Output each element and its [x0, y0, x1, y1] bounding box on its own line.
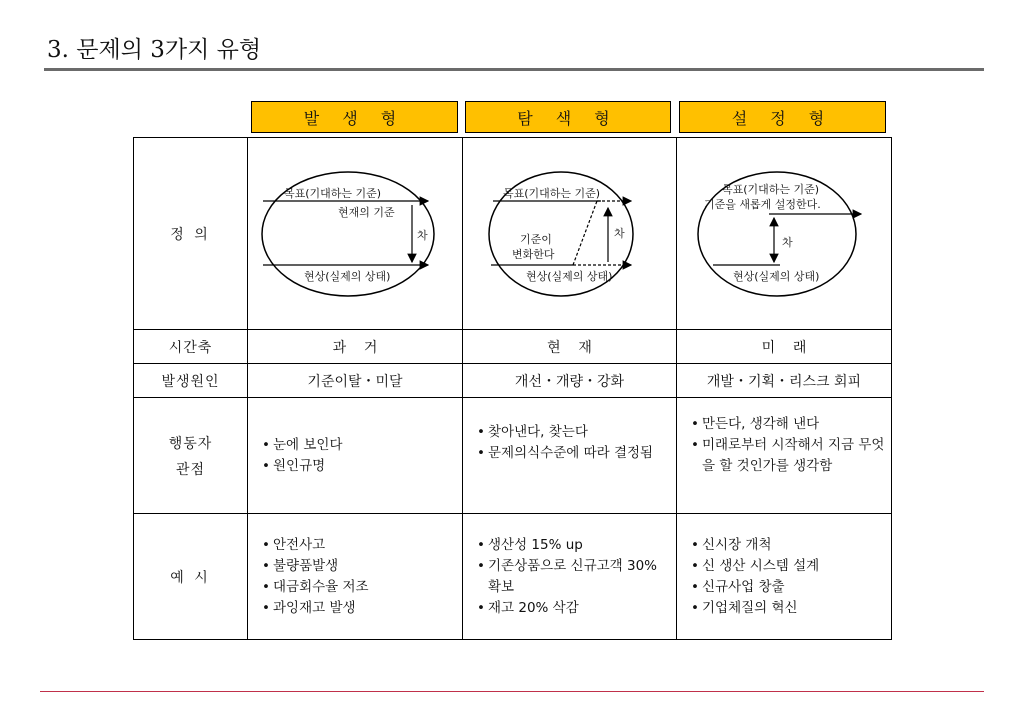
occurrence-type-diagram	[248, 138, 462, 329]
actual-label: 현상(실제의 상태)	[526, 270, 613, 283]
time-axis-search: 현 재	[463, 330, 677, 364]
cause-search: 개선・개량・강화	[463, 364, 677, 398]
row-label-definition: 정 의	[134, 138, 248, 330]
cause-occurrence: 기준이탈・미달	[248, 364, 463, 398]
list-item: • 과잉재고 발생	[262, 598, 462, 619]
title-underline	[44, 68, 984, 71]
goal-label: 목표(기대하는 기준)	[503, 187, 601, 200]
diagram-cell-setting	[677, 138, 892, 330]
new-standard-label: 기준을 새롭게 설정한다.	[704, 198, 821, 211]
list-item: • 기존상품으로 신규고객 30% 확보	[477, 556, 660, 598]
current-standard-label: 현재의 기준	[338, 206, 395, 219]
header-occurrence-type: 발 생 형	[251, 101, 458, 133]
actual-label: 현상(실제의 상태)	[304, 270, 391, 283]
row-perspective	[134, 398, 892, 514]
row-label-perspective-line-1: 행동자	[168, 435, 213, 452]
gap-label: 차	[417, 229, 428, 242]
list-item: • 눈에 보인다	[262, 435, 462, 456]
perspective-occurrence	[248, 398, 463, 514]
standard-change-label-2: 변화한다	[512, 248, 555, 261]
list-item: • 문제의식수준에 따라 결정됨	[477, 443, 660, 464]
footer-rule	[40, 691, 984, 692]
example-search	[463, 514, 677, 640]
row-example	[134, 514, 892, 640]
list-item: • 생산성 15% up	[477, 535, 660, 556]
time-axis-setting: 미 래	[677, 330, 892, 364]
cause-setting: 개발・기획・리스크 회피	[677, 364, 892, 398]
row-label-cause: 발생원인	[134, 364, 248, 398]
list-item: • 불량품발생	[262, 556, 462, 577]
list-item: • 기업체질의 혁신	[691, 598, 891, 619]
header-setting-type: 설 정 형	[679, 101, 886, 133]
list-item: • 미래로부터 시작해서 지금 무엇을 할 것인가를 생각함	[691, 435, 885, 477]
list-item: • 신시장 개척	[691, 535, 891, 556]
perspective-search	[463, 398, 677, 514]
actual-label: 현상(실제의 상태)	[733, 270, 820, 283]
example-occurrence	[248, 514, 463, 640]
list-item: • 원인규명	[262, 456, 462, 477]
goal-label: 목표(기대하는 기준)	[722, 183, 820, 196]
page-title: 3. 문제의 3가지 유형	[47, 37, 262, 63]
diagram-cell-occurrence	[248, 138, 463, 330]
row-label-example: 예 시	[134, 514, 248, 640]
problem-type-table	[133, 137, 892, 640]
header-search-type: 탐 색 형	[465, 101, 671, 133]
gap-label: 차	[614, 227, 625, 240]
example-setting	[677, 514, 892, 640]
row-label-time-axis: 시간축	[134, 330, 248, 364]
search-type-diagram	[463, 138, 676, 329]
list-item: • 신규사업 창출	[691, 577, 891, 598]
standard-change-label-1: 기준이	[520, 233, 552, 246]
gap-label: 차	[782, 236, 793, 249]
list-item: • 안전사고	[262, 535, 462, 556]
row-time-axis	[134, 330, 892, 364]
row-label-perspective	[134, 398, 248, 514]
list-item: • 만든다, 생각해 낸다	[691, 414, 885, 435]
perspective-setting	[677, 398, 892, 514]
list-item: • 재고 20% 삭감	[477, 598, 660, 619]
list-item: • 대금회수율 저조	[262, 577, 462, 598]
time-axis-occurrence: 과 거	[248, 330, 463, 364]
goal-label: 목표(기대하는 기준)	[284, 187, 382, 200]
standard-change-line	[573, 201, 597, 265]
diagram-cell-search	[463, 138, 677, 330]
row-label-perspective-line-2: 관점	[175, 461, 206, 478]
setting-type-diagram	[677, 138, 891, 329]
list-item: • 찾아낸다, 찾는다	[477, 422, 660, 443]
row-definition	[134, 138, 892, 330]
row-cause	[134, 364, 892, 398]
list-item: • 신 생산 시스템 설계	[691, 556, 891, 577]
